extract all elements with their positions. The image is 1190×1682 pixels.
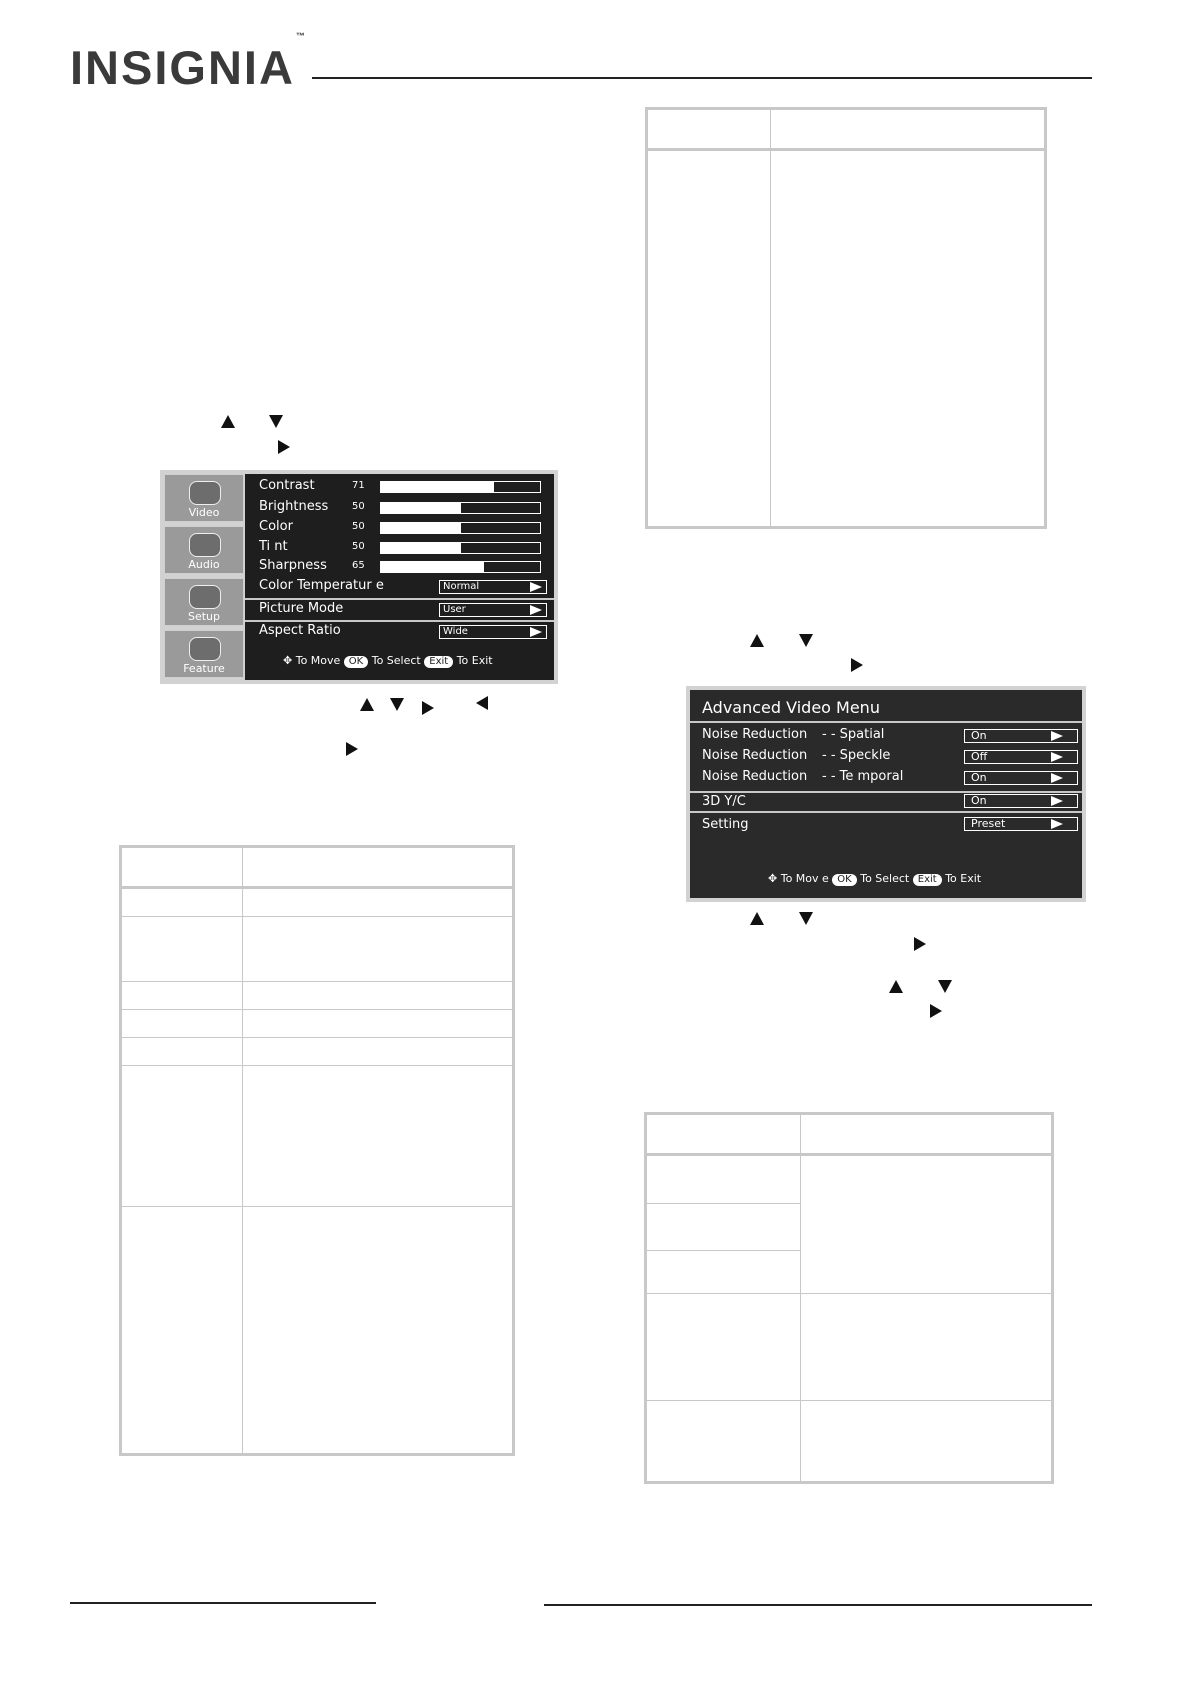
setting-name: Aspect Ratio xyxy=(259,623,341,638)
exit-button-icon: Exit xyxy=(913,874,942,886)
level-fill xyxy=(381,503,461,513)
setting-name: Color Temperatur e xyxy=(259,578,384,593)
table-row-divider xyxy=(122,1009,512,1010)
table-row-divider xyxy=(122,1065,512,1066)
setting-name: Noise Reduction xyxy=(702,748,808,763)
advanced-settings-table xyxy=(644,1112,1054,1484)
menu-title: Advanced Video Menu xyxy=(702,698,880,717)
sidebar-item-setup[interactable] xyxy=(164,578,244,626)
setting-name: Contrast xyxy=(259,478,315,493)
right-arrow-icon xyxy=(422,701,434,715)
level-fill xyxy=(381,482,494,492)
video-icon xyxy=(189,481,221,505)
menu-divider xyxy=(690,791,1082,793)
down-arrow-icon xyxy=(799,634,813,647)
ok-button-icon: OK xyxy=(344,656,368,668)
help-select: To Select xyxy=(860,872,910,885)
option-value: On xyxy=(971,729,987,742)
table-row-divider xyxy=(647,1250,800,1251)
table-row-divider xyxy=(122,1206,512,1207)
level-bar[interactable] xyxy=(380,561,541,573)
setting-subname: - - Spatial xyxy=(822,727,885,742)
option-select[interactable] xyxy=(964,729,1078,743)
option-select[interactable] xyxy=(439,625,547,639)
right-arrow-icon xyxy=(530,605,542,615)
video-menu-screenshot xyxy=(160,470,558,684)
up-arrow-icon xyxy=(750,634,764,647)
option-select[interactable] xyxy=(964,817,1078,831)
setting-subname: - - Speckle xyxy=(822,748,891,763)
insignia-logo xyxy=(70,31,305,95)
setting-name: Noise Reduction xyxy=(702,727,808,742)
exit-button-icon: Exit xyxy=(424,656,453,668)
menu-sidebar xyxy=(164,474,244,680)
setting-value: 50 xyxy=(352,501,365,512)
table-row-divider xyxy=(647,1203,800,1204)
right-arrow-icon xyxy=(1051,819,1063,829)
right-arrow-icon xyxy=(851,658,863,672)
up-arrow-icon xyxy=(750,912,764,925)
right-arrow-icon xyxy=(530,582,542,592)
down-arrow-icon xyxy=(390,698,404,711)
setting-subname: - - Te mporal xyxy=(822,769,904,784)
option-select[interactable] xyxy=(439,580,547,594)
option-select[interactable] xyxy=(964,750,1078,764)
option-value: On xyxy=(971,794,987,807)
setting-name: Picture Mode xyxy=(259,601,344,616)
setting-value: 71 xyxy=(352,480,365,491)
setting-name: Brightness xyxy=(259,499,329,514)
menu-divider xyxy=(690,811,1082,813)
level-fill xyxy=(381,523,461,533)
right-arrow-icon xyxy=(346,742,358,756)
help-exit: To Exit xyxy=(456,654,493,667)
setting-name: Color xyxy=(259,519,293,534)
right-arrow-icon xyxy=(1051,796,1063,806)
table-column-divider xyxy=(770,110,771,526)
setting-name: Noise Reduction xyxy=(702,769,808,784)
footer-rule-left xyxy=(70,1602,376,1604)
ok-button-icon: OK xyxy=(832,874,856,886)
table-row-divider xyxy=(122,916,512,917)
up-arrow-icon xyxy=(889,980,903,993)
level-bar[interactable] xyxy=(380,522,541,534)
sidebar-label: Video xyxy=(188,506,220,519)
help-select: To Select xyxy=(371,654,421,667)
move-icon: ✥ xyxy=(768,872,778,885)
advanced-settings-panel xyxy=(690,690,1082,898)
down-arrow-icon xyxy=(269,415,283,428)
setting-value: 50 xyxy=(352,521,365,532)
sidebar-label: Feature xyxy=(183,662,225,675)
table-row-divider xyxy=(122,1037,512,1038)
feature-icon xyxy=(189,637,221,661)
help-move: To Move xyxy=(295,654,341,667)
trademark-mark: ™ xyxy=(295,31,305,42)
help-move: To Mov e xyxy=(780,872,829,885)
level-bar[interactable] xyxy=(380,481,541,493)
table-row-divider xyxy=(647,1400,1051,1401)
video-settings-panel xyxy=(245,474,554,680)
help-exit: To Exit xyxy=(945,872,982,885)
sidebar-item-feature[interactable] xyxy=(164,630,244,678)
right-arrow-icon xyxy=(530,627,542,637)
setting-value: 65 xyxy=(352,560,365,571)
right-arrow-icon xyxy=(1051,773,1063,783)
header-rule xyxy=(312,77,1092,79)
table-row-divider xyxy=(647,1293,1051,1294)
right-arrow-icon xyxy=(914,937,926,951)
table-column-divider xyxy=(242,848,243,1453)
menu-divider xyxy=(690,721,1082,723)
video-settings-table xyxy=(119,845,515,1456)
down-arrow-icon xyxy=(938,980,952,993)
settings-description-table xyxy=(645,107,1047,529)
level-bar[interactable] xyxy=(380,542,541,554)
move-icon: ✥ xyxy=(283,654,293,667)
setting-name: Sharpness xyxy=(259,558,327,573)
brand-name: INSIGNIA xyxy=(70,41,295,94)
down-arrow-icon xyxy=(799,912,813,925)
table-header xyxy=(647,1115,1051,1156)
option-value: On xyxy=(971,771,987,784)
menu-divider xyxy=(245,620,554,622)
left-arrow-icon xyxy=(476,696,488,710)
option-select[interactable] xyxy=(964,794,1078,808)
table-row-divider xyxy=(122,981,512,982)
sidebar-item-audio[interactable] xyxy=(164,526,244,574)
speaker-icon xyxy=(189,533,221,557)
level-fill xyxy=(381,543,461,553)
sidebar-item-video[interactable] xyxy=(164,474,244,522)
menu-help-bar xyxy=(768,872,981,886)
option-value: Normal xyxy=(443,581,480,592)
setting-name: Setting xyxy=(702,817,749,832)
setting-value: 50 xyxy=(352,541,365,552)
option-value: Preset xyxy=(971,817,1006,830)
advanced-video-menu-screenshot xyxy=(686,686,1086,902)
option-select[interactable] xyxy=(439,603,547,617)
table-column-divider xyxy=(800,1115,801,1481)
right-arrow-icon xyxy=(278,440,290,454)
sidebar-label: Setup xyxy=(187,610,221,623)
table-header xyxy=(122,848,512,889)
up-arrow-icon xyxy=(221,415,235,428)
option-select[interactable] xyxy=(964,771,1078,785)
menu-help-bar xyxy=(283,654,493,668)
option-value: Off xyxy=(971,750,988,763)
footer-rule-right xyxy=(544,1604,1092,1606)
right-arrow-icon xyxy=(1051,731,1063,741)
level-bar[interactable] xyxy=(380,502,541,514)
setup-icon xyxy=(189,585,221,609)
setting-name: Ti nt xyxy=(259,539,288,554)
sidebar-label: Audio xyxy=(188,558,220,571)
option-value: User xyxy=(443,604,466,615)
option-value: Wide xyxy=(443,626,468,637)
menu-divider xyxy=(245,598,554,600)
level-fill xyxy=(381,562,484,572)
setting-name: 3D Y/C xyxy=(702,794,746,809)
right-arrow-icon xyxy=(930,1004,942,1018)
up-arrow-icon xyxy=(360,698,374,711)
table-header xyxy=(648,110,1044,151)
right-arrow-icon xyxy=(1051,752,1063,762)
